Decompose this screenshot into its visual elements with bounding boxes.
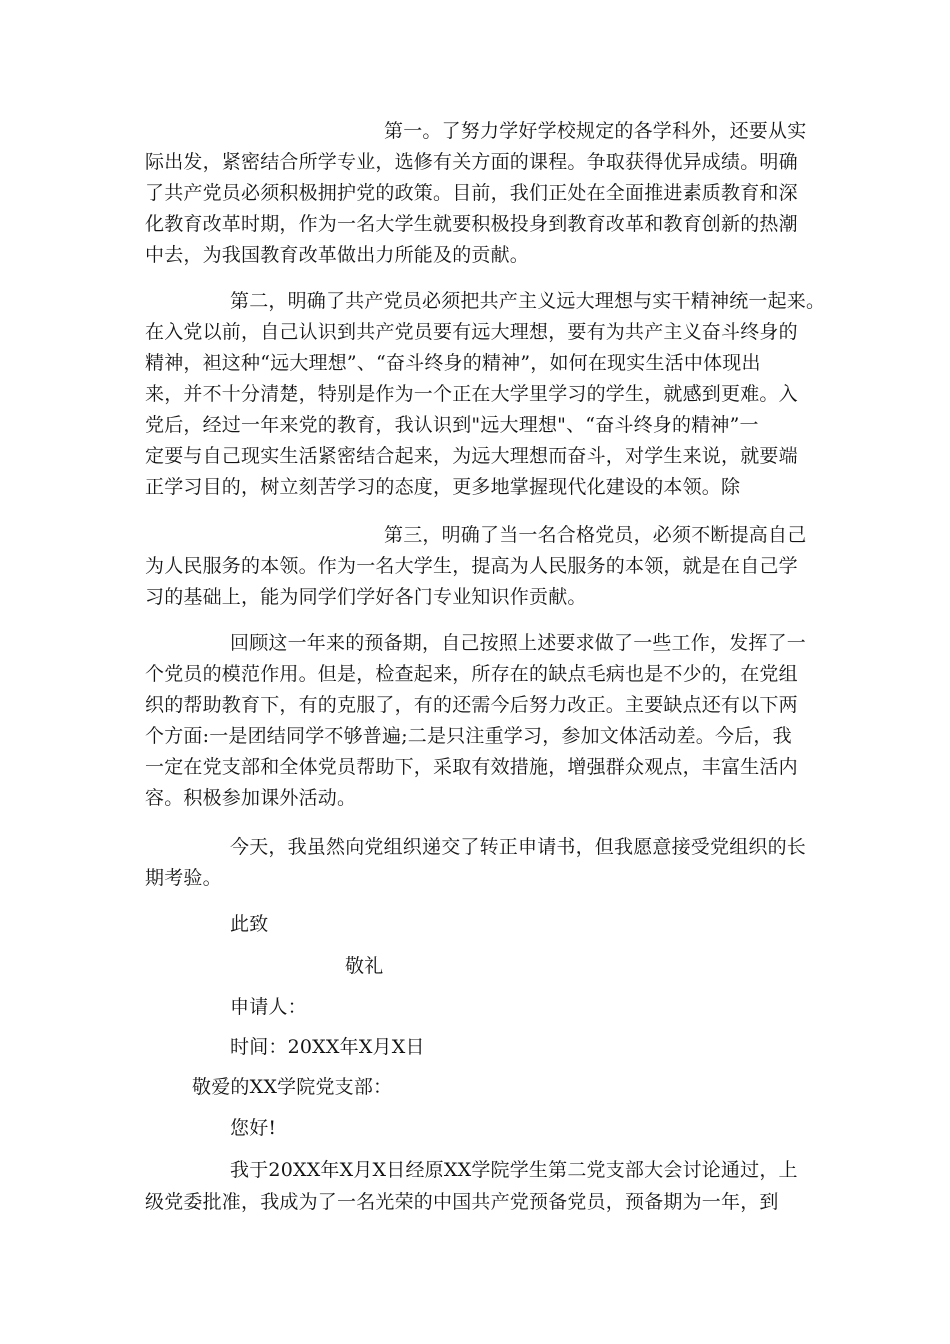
paragraph-3-line: 第三，明确了当一名合格党员，必须不断提高自己 [384,524,807,546]
paragraph-2-line: 第二，明确了共产党员必须把共产主义远大理想与实干精神统一起来。 [230,290,826,312]
closing-jingli: 敬礼 [345,955,384,977]
paragraph-4-line: 个党员的模范作用。但是，检查起来，所存在的缺点毛病也是不少的，在党组 [145,663,798,685]
paragraph-2-line: 正学习目的，树立刻苦学习的态度，更多地掌握现代化建设的本领。除 [145,476,741,498]
paragraph-4-line: 个方面:一是团结同学不够普遍;二是只注重学习，参加文体活动差。今后，我 [145,725,792,747]
applicant-label: 申请人： [230,996,307,1018]
paragraph-2-line: 精神，袒这种“远大理想”、“奋斗终身的精神”，如何在现实生活中体现出 [145,352,761,374]
paragraph-2-line: 党后，经过一年来党的教育，我认识到"远大理想"、“奋斗终身的精神”一 [145,414,759,436]
paragraph-1-line: 中去，为我国教育改革做出力所能及的贡献。 [145,244,530,266]
paragraph-4-line: 回顾这一年来的预备期，自己按照上述要求做了一些工作，发挥了一 [230,632,807,654]
paragraph-2-line: 定要与自己现实生活紧密结合起来，为远大理想而奋斗，对学生来说，就要端 [145,445,798,467]
paragraph-5-line: 期考验。 [145,867,222,889]
letter-body-line: 我于20XX年X月X日经原XX学院学生第二党支部大会讨论通过，上 [230,1159,798,1181]
date-line: 时间：20XX年X月X日 [230,1036,425,1058]
paragraph-5-line: 今天，我虽然向党组织递交了转正申请书，但我愿意接受党组织的长 [230,836,807,858]
paragraph-1-line: 了共产党员必须积极拥护党的政策。目前，我们正处在全面推进素质教育和深 [145,182,798,204]
paragraph-2-line: 来，并不十分清楚，特别是作为一个正在大学里学习的学生，就感到更难。入 [145,383,798,405]
paragraph-3-line: 为人民服务的本领。作为一名大学生，提高为人民服务的本领，就是在自己学 [145,555,798,577]
paragraph-1-line: 化教育改革时期，作为一名大学生就要积极投身到教育改革和教育创新的热潮 [145,213,798,235]
paragraph-3-line: 习的基础上，能为同学们学好各门专业知识作贡献。 [145,586,587,608]
letter-salutation: 敬爱的XX学院党支部： [192,1076,393,1098]
paragraph-1-line: 第一。了努力学好学校规定的各学科外，还要从实 [384,120,807,142]
paragraph-2-line: 在入党以前，自己认识到共产党员要有远大理想，要有为共产主义奋斗终身的 [145,321,798,343]
letter-body-line: 级党委批准，我成为了一名光荣的中国共产党预备党员，预备期为一年，到 [145,1191,779,1213]
paragraph-1-line: 际出发，紧密结合所学专业，选修有关方面的课程。争取获得优异成绩。明确 [145,151,798,173]
letter-greeting: 您好! [230,1117,277,1139]
paragraph-4-line: 织的帮助教育下，有的克服了，有的还需今后努力改正。主要缺点还有以下两 [145,694,798,716]
paragraph-4-line: 一定在党支部和全体党员帮助下，采取有效措施，增强群众观点，丰富生活内 [145,756,798,778]
paragraph-4-line: 容。积极参加课外活动。 [145,787,357,809]
closing-cizhi: 此致 [230,913,269,935]
